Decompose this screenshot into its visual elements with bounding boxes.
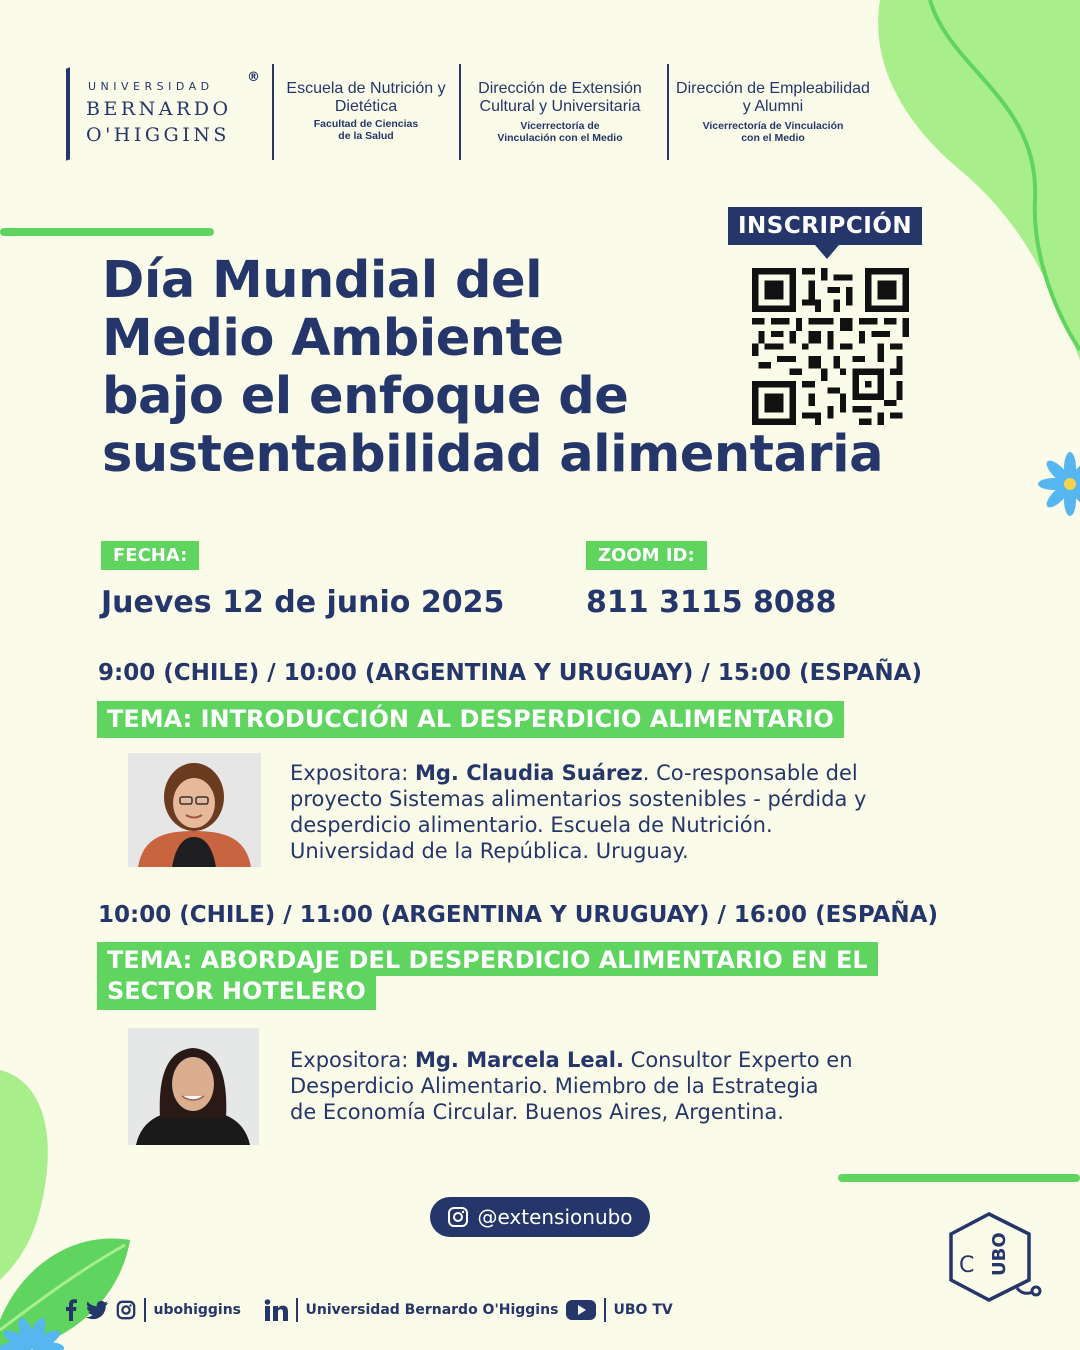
header-block-title: Escuela de Nutrición y Dietética bbox=[286, 80, 446, 115]
footer-social-linkedin[interactable] bbox=[264, 1298, 558, 1322]
footer-label: UBO TV bbox=[613, 1302, 673, 1318]
facebook-icon[interactable] bbox=[64, 1299, 78, 1321]
title-line: Día Mundial del bbox=[102, 251, 543, 310]
description-text: Consultor Experto en bbox=[624, 1048, 853, 1072]
date-label: FECHA: bbox=[101, 541, 199, 570]
session-time: 10:00 (CHILE) / 11:00 (ARGENTINA Y URUGUAY) / 16:00 (ESPAÑA) bbox=[98, 902, 938, 928]
description-line: Desperdicio Alimentario. Miembro de la Estrategia bbox=[290, 1074, 819, 1098]
svg-text:UBO: UBO bbox=[989, 1232, 1010, 1276]
header-block-subtitle: Facultad de Ciencias de la Salud bbox=[313, 118, 419, 142]
speaker-photo bbox=[128, 753, 261, 867]
description-text: . Co-responsable del bbox=[642, 761, 858, 785]
header-block-employability bbox=[676, 80, 870, 144]
speaker-photo bbox=[128, 1028, 259, 1145]
footer-divider bbox=[604, 1298, 606, 1322]
header-block-title: Dirección de Extensión Cultural y Universitaria bbox=[478, 80, 642, 115]
topic-line: SECTOR HOTELERO bbox=[97, 976, 376, 1010]
instagram-icon bbox=[447, 1206, 469, 1228]
speaker-prefix: Expositora: bbox=[290, 761, 415, 785]
header-block-nutrition bbox=[282, 80, 450, 142]
instagram-icon[interactable] bbox=[116, 1300, 136, 1320]
footer-divider bbox=[296, 1298, 298, 1322]
description-line: desperdicio alimentario. Escuela de Nutrición. bbox=[290, 813, 773, 837]
speaker-name: Mg. Claudia Suárez bbox=[415, 761, 643, 785]
registration-label: INSCRIPCIÓN bbox=[728, 207, 922, 245]
footer-label: ubohiggins bbox=[153, 1302, 242, 1318]
date-value: Jueves 12 de junio 2025 bbox=[101, 585, 505, 620]
header-divider bbox=[667, 64, 669, 160]
flower-right-icon bbox=[1028, 448, 1080, 520]
logo-mark bbox=[66, 67, 70, 160]
description-line bbox=[290, 760, 866, 786]
session-topic bbox=[97, 942, 878, 1010]
registration-qr-code[interactable] bbox=[752, 268, 909, 425]
description-line: proyecto Sistemas alimentarios sostenibles - pérdida y bbox=[290, 787, 867, 811]
description-line: de Economía Circular. Buenos Aires, Argentina. bbox=[290, 1100, 784, 1124]
twitter-icon[interactable] bbox=[86, 1300, 108, 1320]
speaker-name: Mg. Marcela Leal. bbox=[415, 1048, 624, 1072]
header-block-extension bbox=[466, 80, 654, 144]
youtube-icon[interactable] bbox=[566, 1299, 596, 1321]
accent-line-bottom bbox=[838, 1174, 1080, 1182]
header-block-subtitle: Vicerrectoría de Vinculación con el Medio bbox=[497, 120, 623, 144]
header-block-subtitle: Vicerrectoría de Vinculación con el Medio bbox=[702, 120, 844, 144]
description-line bbox=[290, 1047, 853, 1073]
header-divider bbox=[459, 64, 461, 160]
logo-line-2: BERNARDO bbox=[86, 98, 232, 120]
footer-social-ubohiggins[interactable] bbox=[64, 1298, 241, 1322]
ubo-logo-icon bbox=[945, 1212, 1045, 1304]
instagram-handle-pill[interactable] bbox=[430, 1197, 650, 1237]
svg-text:C: C bbox=[959, 1253, 975, 1278]
session-topic bbox=[97, 701, 844, 738]
header-block-title: Dirección de Empleabilidad y Alumni bbox=[676, 80, 870, 115]
footer-social-youtube[interactable] bbox=[566, 1298, 673, 1322]
footer-divider bbox=[144, 1298, 146, 1322]
title-line: Medio Ambiente bbox=[102, 309, 564, 368]
speaker-description bbox=[290, 1047, 853, 1125]
zoom-label: ZOOM ID: bbox=[586, 541, 707, 570]
description-line: Universidad de la República. Uruguay. bbox=[290, 839, 689, 863]
footer-label: Universidad Bernardo O'Higgins bbox=[305, 1302, 559, 1318]
title-line: bajo el enfoque de bbox=[102, 367, 629, 426]
speaker-prefix: Expositora: bbox=[290, 1048, 415, 1072]
title-line: sustentabilidad alimentaria bbox=[102, 425, 883, 484]
flower-bottom-icon bbox=[0, 1310, 70, 1350]
instagram-handle: @extensionubo bbox=[477, 1205, 633, 1229]
logo-line-1: UNIVERSIDAD bbox=[88, 80, 214, 93]
logo-name bbox=[86, 96, 232, 148]
header-divider bbox=[272, 64, 274, 160]
topic-line: TEMA: ABORDAJE DEL DESPERDICIO ALIMENTARIO EN EL bbox=[97, 942, 878, 976]
zoom-id-value: 811 3115 8088 bbox=[586, 585, 837, 620]
linkedin-icon[interactable] bbox=[264, 1299, 288, 1321]
logo-registered-mark: ® bbox=[247, 70, 260, 85]
registration-pointer bbox=[815, 245, 839, 259]
accent-line-top bbox=[0, 228, 214, 236]
speaker-description bbox=[290, 760, 866, 864]
logo-line-3: O'HIGGINS bbox=[86, 124, 230, 146]
session-time: 9:00 (CHILE) / 10:00 (ARGENTINA Y URUGUAY) / 15:00 (ESPAÑA) bbox=[98, 660, 922, 686]
topic-line: TEMA: INTRODUCCIÓN AL DESPERDICIO ALIMENTARIO bbox=[107, 705, 834, 733]
